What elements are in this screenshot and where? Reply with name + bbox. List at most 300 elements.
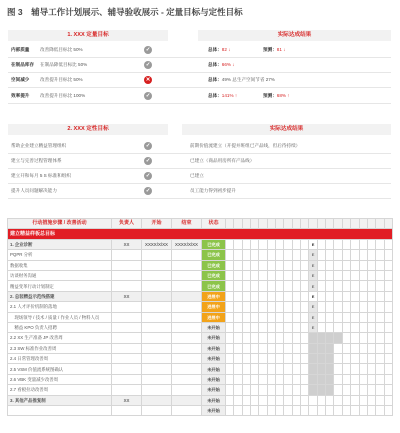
timeline-cell (251, 385, 259, 395)
timeline-cell (259, 374, 267, 384)
task-end (172, 406, 202, 416)
task-start (142, 322, 172, 332)
timeline-cell (334, 239, 342, 249)
timeline-cell (359, 281, 367, 291)
timeline-cell (342, 406, 350, 416)
timeline-cell (267, 239, 275, 249)
timeline-cell (292, 354, 300, 364)
timeline-marker: E (309, 239, 317, 249)
timeline-cell (334, 364, 342, 374)
task-end (172, 374, 202, 384)
quant-name: 内部质量 (11, 47, 30, 52)
timeline-cell (234, 260, 242, 270)
timeline-cell (284, 364, 292, 374)
timeline-cell (284, 374, 292, 384)
timeline-cell (301, 239, 309, 249)
task-owner: XX (112, 291, 142, 301)
timeline-cell (359, 364, 367, 374)
gantt-task-row (8, 354, 393, 364)
gantt-task-row (8, 270, 393, 280)
gantt-task-row (8, 302, 393, 312)
timeline-cell (276, 239, 284, 249)
timeline-cell (234, 374, 242, 384)
timeline-cell (351, 270, 359, 280)
timeline-cell (359, 291, 367, 301)
timeline-cell (367, 354, 375, 364)
timeline-column (376, 219, 384, 229)
timeline-cell (251, 312, 259, 322)
timeline-marker: E (309, 291, 317, 301)
task-end (172, 354, 202, 364)
qual-row (8, 155, 391, 167)
timeline-cell (359, 333, 367, 343)
timeline-cell (359, 343, 367, 353)
gantt-task-row (8, 250, 393, 260)
gantt-task-row (8, 333, 393, 343)
timeline-cell (367, 395, 375, 405)
quant-desc: 在制品降低目标比 50% (40, 62, 88, 67)
row-divider (8, 153, 391, 154)
timeline-cell (342, 250, 350, 260)
row-divider (8, 198, 391, 199)
status-badge: 未开始 (202, 322, 226, 332)
task-end (172, 312, 202, 322)
timeline-cell (284, 270, 292, 280)
timeline-cell (226, 239, 234, 249)
timeline-cell (301, 322, 309, 332)
timeline-cell (317, 374, 325, 384)
timeline-cell (351, 395, 359, 405)
quant-row (8, 59, 391, 71)
timeline-cell (317, 385, 325, 395)
task-end (172, 250, 202, 260)
timeline-cell (301, 270, 309, 280)
timeline-cell (359, 250, 367, 260)
task-owner (112, 333, 142, 343)
timeline-cell (226, 374, 234, 384)
timeline-cell (267, 250, 275, 260)
timeline-cell (292, 333, 300, 343)
timeline-column (326, 219, 334, 229)
timeline-cell (251, 374, 259, 384)
status-badge: 进展中 (202, 312, 226, 322)
timeline-cell (226, 406, 234, 416)
timeline-cell (284, 291, 292, 301)
task-name: 2.6 VBK 变量减少改善周 (8, 374, 112, 384)
timeline-cell (376, 354, 384, 364)
timeline-cell (234, 302, 242, 312)
timeline-cell (251, 343, 259, 353)
timeline-cell (242, 302, 250, 312)
task-owner (112, 406, 142, 416)
task-name: 访谈财务沟通 (8, 270, 112, 280)
timeline-cell (259, 322, 267, 332)
timeline-column (276, 219, 284, 229)
gantt-body (8, 229, 393, 416)
timeline-column (367, 219, 375, 229)
task-start (142, 302, 172, 312)
timeline-cell (384, 395, 392, 405)
task-owner (112, 281, 142, 291)
timeline-cell (384, 354, 392, 364)
timeline-cell (251, 406, 259, 416)
timeline-column (242, 219, 250, 229)
task-owner (112, 343, 142, 353)
qual-row (8, 140, 391, 152)
timeline-cell (276, 364, 284, 374)
task-name: 现场领导 / 技术 / 质量 / 作业人员 / 物料人员 (8, 312, 112, 322)
timeline-column (234, 219, 242, 229)
quant-name: 空间减少 (11, 77, 30, 82)
timeline-cell (384, 291, 392, 301)
timeline-cell (267, 343, 275, 353)
timeline-cell (367, 281, 375, 291)
timeline-marker: E (309, 312, 317, 322)
status-badge: 已完成 (202, 250, 226, 260)
quant-name: 效率提升 (11, 93, 30, 98)
timeline-column (267, 219, 275, 229)
timeline-cell (276, 343, 284, 353)
timeline-cell (226, 385, 234, 395)
task-start (142, 333, 172, 343)
timeline-cell (342, 302, 350, 312)
timeline-cell (301, 302, 309, 312)
trend-arrow-icon: ↑ (287, 93, 290, 98)
task-owner (112, 260, 142, 270)
timeline-column (317, 219, 325, 229)
timeline-cell (292, 385, 300, 395)
timeline-cell (359, 322, 367, 332)
timeline-cell (251, 322, 259, 332)
task-name: 2.2 XX 生产准备 JP 改善周 (8, 333, 112, 343)
timeline-cell (276, 385, 284, 395)
quant-result: 总体：49% 总生产空间节省 27% (208, 77, 275, 82)
timeline-cell (251, 270, 259, 280)
check-icon: ✓ (145, 47, 151, 53)
timeline-cell (234, 250, 242, 260)
qual-result: 员工能力得到初步提升 (190, 188, 236, 193)
qual-result: 前期价值流建立（开提并班组已产品线，但后待持续） (190, 143, 301, 148)
status-badge: 已完成 (202, 281, 226, 291)
check-icon: ✓ (145, 158, 151, 164)
timeline-cell (267, 385, 275, 395)
timeline-cell (342, 364, 350, 374)
timeline-cell (359, 395, 367, 405)
status-badge: 已完成 (202, 260, 226, 270)
quant-desc: 改善提升目标比 100% (40, 93, 86, 98)
timeline-cell (326, 250, 334, 260)
timeline-cell (326, 333, 334, 343)
timeline-cell (334, 333, 342, 343)
timeline-cell (267, 374, 275, 384)
timeline-cell (259, 281, 267, 291)
timeline-cell (376, 406, 384, 416)
task-name: 2.5 VSM 价值流系统图确认 (8, 364, 112, 374)
timeline-cell (342, 333, 350, 343)
quant-name: 在制品库存 (11, 62, 34, 67)
task-end (172, 281, 202, 291)
timeline-cell (259, 260, 267, 270)
timeline-cell (384, 281, 392, 291)
timeline-cell (251, 239, 259, 249)
timeline-cell (309, 395, 317, 405)
timeline-cell (334, 343, 342, 353)
header-status: 状态 (202, 219, 226, 229)
timeline-cell (284, 406, 292, 416)
qual-name: 建立开和每月 5 S 标准和组织 (11, 173, 71, 178)
timeline-cell (292, 291, 300, 301)
timeline-cell (376, 239, 384, 249)
timeline-cell (226, 302, 234, 312)
timeline-cell (234, 343, 242, 353)
status-badge: 未开始 (202, 333, 226, 343)
timeline-cell (351, 322, 359, 332)
task-name: 1. 企业诊断 (8, 239, 112, 249)
timeline-cell (326, 395, 334, 405)
timeline-cell (226, 354, 234, 364)
timeline-marker: E (309, 322, 317, 332)
timeline-cell (292, 302, 300, 312)
row-divider (8, 103, 391, 104)
task-end (172, 395, 202, 405)
timeline-cell (384, 322, 392, 332)
task-name (8, 406, 112, 416)
timeline-cell (251, 395, 259, 405)
timeline-cell (234, 270, 242, 280)
row-divider (8, 57, 391, 58)
timeline-cell (326, 322, 334, 332)
timeline-cell (351, 250, 359, 260)
timeline-cell (284, 354, 292, 364)
timeline-cell (242, 312, 250, 322)
timeline-cell (334, 270, 342, 280)
header-owner: 负责人 (112, 219, 142, 229)
timeline-cell (367, 291, 375, 301)
timeline-cell (376, 260, 384, 270)
timeline-cell (384, 333, 392, 343)
timeline-cell (267, 333, 275, 343)
task-start (142, 270, 172, 280)
gantt-task-row (8, 374, 393, 384)
timeline-cell (301, 364, 309, 374)
timeline-cell (367, 406, 375, 416)
timeline-cell (359, 302, 367, 312)
timeline-cell (242, 281, 250, 291)
timeline-cell (317, 395, 325, 405)
timeline-cell (326, 260, 334, 270)
task-start (142, 395, 172, 405)
quant-result: 总体：66% ↓ (208, 62, 235, 67)
timeline-cell (367, 239, 375, 249)
section2-left-header: 2. XXX 定性目标 (8, 124, 168, 135)
check-icon: ✓ (145, 143, 151, 149)
timeline-cell (251, 281, 259, 291)
task-owner: XX (112, 239, 142, 249)
task-end (172, 343, 202, 353)
timeline-cell (301, 385, 309, 395)
task-name: 2. 总装精益示范线搭建 (8, 291, 112, 301)
timeline-cell (326, 385, 334, 395)
section1-left-header: 1. XXX 定量目标 (8, 30, 168, 41)
task-name: 数据收集 (8, 260, 112, 270)
timeline-cell (317, 322, 325, 332)
task-owner (112, 302, 142, 312)
task-start (142, 291, 172, 301)
task-name: 2.1 人才评价机制的落地 (8, 302, 112, 312)
timeline-cell (259, 406, 267, 416)
timeline-cell (317, 250, 325, 260)
timeline-cell (359, 260, 367, 270)
timeline-cell (226, 312, 234, 322)
timeline-cell (342, 322, 350, 332)
timeline-cell (342, 385, 350, 395)
timeline-cell (267, 322, 275, 332)
timeline-cell (351, 354, 359, 364)
timeline-cell (292, 322, 300, 332)
qual-result: 已建立（商品用房所有产品线） (190, 158, 255, 163)
quant-desc: 改善提升目标比 50% (40, 77, 83, 82)
timeline-cell (267, 354, 275, 364)
task-name: 3. 其他产品推复制 (8, 395, 112, 405)
timeline-cell (242, 354, 250, 364)
quant-desc: 改善降低目标比 50% (40, 47, 83, 52)
timeline-cell (267, 406, 275, 416)
timeline-cell (251, 291, 259, 301)
timeline-cell (292, 364, 300, 374)
timeline-cell (251, 302, 259, 312)
timeline-cell (376, 291, 384, 301)
timeline-cell (376, 312, 384, 322)
timeline-cell (384, 250, 392, 260)
timeline-cell (276, 260, 284, 270)
timeline-cell (326, 291, 334, 301)
timeline-cell (276, 250, 284, 260)
timeline-cell (351, 260, 359, 270)
timeline-marker: E (309, 302, 317, 312)
status-badge: 未开始 (202, 374, 226, 384)
timeline-cell (276, 270, 284, 280)
task-name: 2.7 看板拉动改善周 (8, 385, 112, 395)
timeline-cell (226, 333, 234, 343)
timeline-cell (242, 406, 250, 416)
timeline-column (259, 219, 267, 229)
timeline-cell (234, 281, 242, 291)
timeline-cell (242, 250, 250, 260)
timeline-cell (334, 250, 342, 260)
timeline-cell (384, 312, 392, 322)
timeline-cell (384, 374, 392, 384)
timeline-cell (259, 239, 267, 249)
timeline-cell (267, 281, 275, 291)
gantt-banner: 建立精益样板总目标 (8, 229, 393, 239)
timeline-cell (276, 322, 284, 332)
timeline-cell (234, 239, 242, 249)
task-start (142, 250, 172, 260)
timeline-column (334, 219, 342, 229)
timeline-cell (242, 239, 250, 249)
timeline-cell (284, 333, 292, 343)
timeline-cell (334, 302, 342, 312)
timeline-cell (317, 354, 325, 364)
timeline-cell (242, 260, 250, 270)
timeline-cell (234, 406, 242, 416)
timeline-cell (342, 354, 350, 364)
timeline-cell (292, 312, 300, 322)
timeline-cell (326, 302, 334, 312)
check-icon: ✓ (145, 188, 151, 194)
quant-prediction: 预测：81 ↓ (263, 47, 286, 52)
trend-arrow-icon: ↑ (234, 93, 238, 98)
timeline-column (359, 219, 367, 229)
timeline-cell (351, 281, 359, 291)
timeline-cell (359, 354, 367, 364)
timeline-cell (351, 364, 359, 374)
timeline-cell (267, 302, 275, 312)
timeline-cell (376, 302, 384, 312)
timeline-cell (284, 395, 292, 405)
timeline-cell (284, 281, 292, 291)
timeline-cell (359, 385, 367, 395)
timeline-column (301, 219, 309, 229)
timeline-cell (376, 270, 384, 280)
gantt-task-row (8, 406, 393, 416)
timeline-cell (309, 333, 317, 343)
timeline-cell (301, 312, 309, 322)
timeline-cell (326, 364, 334, 374)
timeline-cell (242, 333, 250, 343)
quant-row (8, 44, 391, 56)
timeline-cell (351, 302, 359, 312)
timeline-cell (334, 312, 342, 322)
status-badge: 已完成 (202, 239, 226, 249)
timeline-cell (267, 291, 275, 301)
timeline-cell (342, 239, 350, 249)
timeline-cell (326, 270, 334, 280)
timeline-cell (259, 250, 267, 260)
timeline-cell (367, 333, 375, 343)
timeline-cell (259, 291, 267, 301)
timeline-cell (284, 250, 292, 260)
gantt-task-row (8, 260, 393, 270)
timeline-cell (384, 406, 392, 416)
header-start: 开始 (142, 219, 172, 229)
timeline-cell (326, 239, 334, 249)
task-owner: XX (112, 395, 142, 405)
timeline-cell (326, 281, 334, 291)
timeline-cell (226, 281, 234, 291)
qual-result: 已建立 (190, 173, 204, 178)
quant-row (8, 90, 391, 102)
timeline-cell (276, 281, 284, 291)
timeline-cell (309, 354, 317, 364)
timeline-marker: E (309, 270, 317, 280)
timeline-cell (359, 239, 367, 249)
timeline-cell (276, 312, 284, 322)
quant-row (8, 74, 391, 86)
gantt-header-row (8, 219, 393, 229)
timeline-cell (376, 333, 384, 343)
timeline-cell (317, 364, 325, 374)
status-badge: 进展中 (202, 302, 226, 312)
qual-row (8, 185, 391, 197)
status-badge: 进展中 (202, 291, 226, 301)
timeline-marker: E (309, 281, 317, 291)
timeline-cell (334, 395, 342, 405)
timeline-column (309, 219, 317, 229)
timeline-cell (384, 239, 392, 249)
task-start: XXXX/X/XX (142, 239, 172, 249)
status-badge: 未开始 (202, 395, 226, 405)
